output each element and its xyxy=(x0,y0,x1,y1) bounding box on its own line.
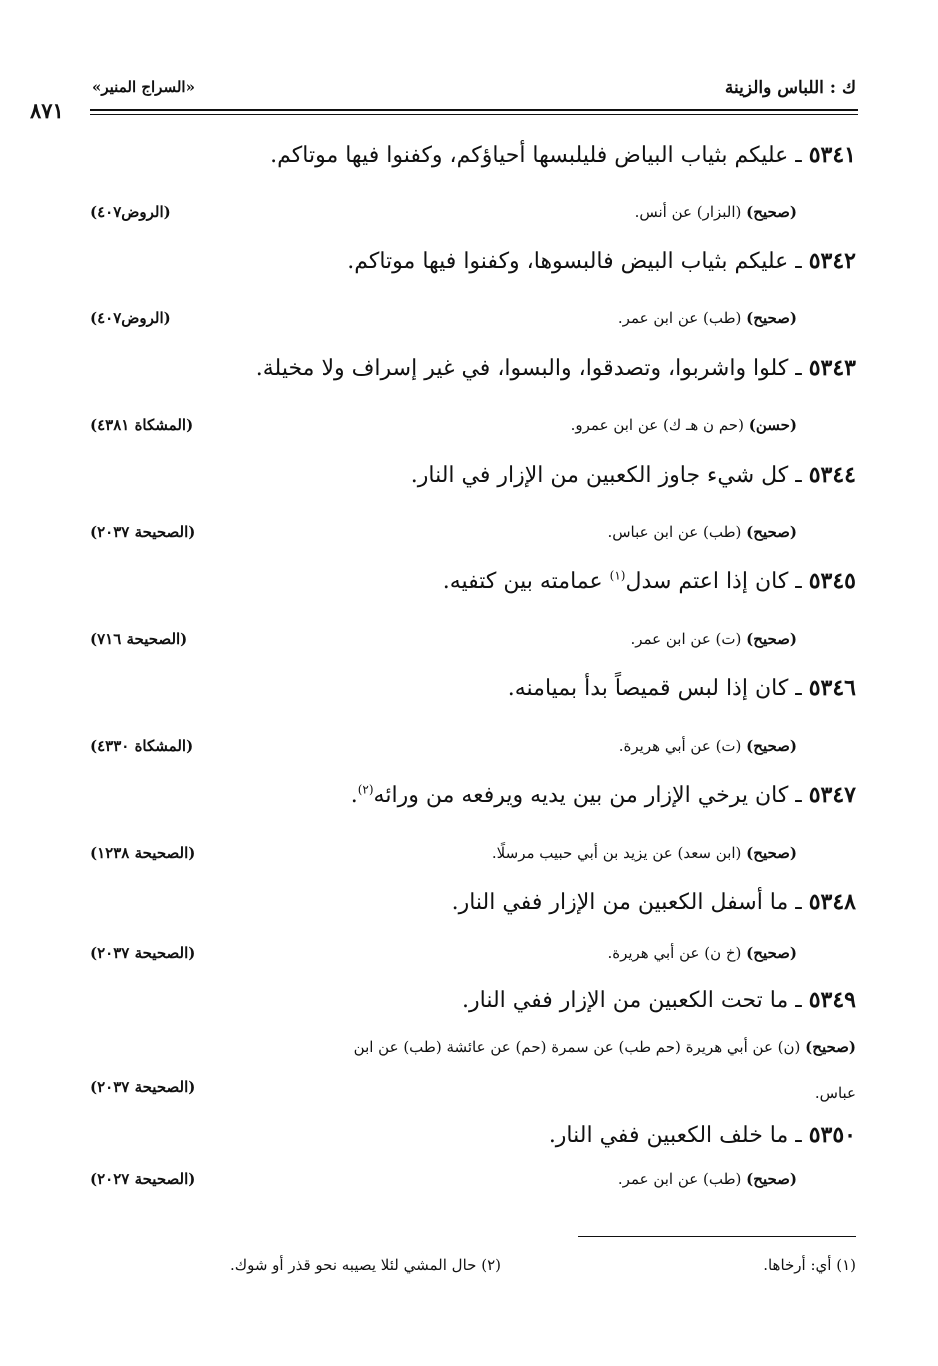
header-rule-thin xyxy=(90,114,858,115)
hadith-reference: (الصحيحة ٧١٦) xyxy=(90,630,188,648)
footnote-2 xyxy=(230,1256,501,1274)
hadith-narrator: (طب) عن ابن عمر. xyxy=(617,309,742,327)
footnote-2-mark: (٢) xyxy=(481,1256,501,1274)
hadith-body: كان إذا اعتم سدل xyxy=(625,569,789,594)
hadith-text: ٥٣٤٧ ـ كان يرخي الإزار من بين يديه ويرفعه من ورائه$^{(٢)}$. xyxy=(350,782,856,808)
hadith-reference: (المشكاة ٤٣٣٠) xyxy=(90,737,194,755)
hadith-text: ٥٣٤٩ ـ ما تحت الكعبين من الإزار ففي النار. xyxy=(462,987,856,1013)
hadith-reference: (المشكاة ٤٣٨١) xyxy=(90,416,194,434)
hadith-source xyxy=(630,630,797,648)
hadith-body: كان يرخي الإزار من بين يديه ويرفعه من ورائه xyxy=(373,783,789,808)
hadith-grade: (صحيح) xyxy=(746,844,797,862)
chapter-header: ك : اللباس والزينة xyxy=(724,78,856,98)
hadith-text: ٥٣٤٦ ـ كان إذا لبس قميصاً بدأ بميامنه. xyxy=(507,675,856,701)
hadith-body-cont: . xyxy=(350,783,358,808)
hadith-source xyxy=(618,309,797,327)
hadith-body: كلوا واشربوا، وتصدقوا، والبسوا، في غير إسراف ولا مخيلة. xyxy=(255,356,789,381)
hadith-body: ما تحت الكعبين من الإزار ففي النار. xyxy=(462,988,789,1013)
hadith-number: ٥٣٤٨ xyxy=(808,889,856,915)
hadith-reference: (الروض٤٠٧) xyxy=(90,309,171,327)
hadith-text: ٥٣٤٥ ـ كان إذا اعتم سدل$^{(١)}$ عمامته بين كتفيه. xyxy=(442,568,856,594)
hadith-narrator: (حم ن هـ ك) عن ابن عمرو. xyxy=(570,416,744,434)
hadith-reference: (الصحيحة ١٢٣٨) xyxy=(90,844,196,862)
hadith-body: عليكم بثياب البيض فالبسوها، وكفنوا فيها موتاكم. xyxy=(347,249,789,274)
hadith-reference: (الصحيحة ٢٠٣٧) xyxy=(90,1078,196,1096)
hadith-source xyxy=(607,523,797,541)
header-rule-thick xyxy=(90,109,858,111)
hadith-narrator: (ت) عن أبي هريرة. xyxy=(618,737,742,755)
hadith-grade: (صحيح) xyxy=(746,737,797,755)
footnote-1-mark: (١) xyxy=(836,1256,856,1274)
hadith-text: ٥٣٤٤ ـ كل شيء جاوز الكعبين من الإزار في النار. xyxy=(410,462,856,488)
hadith-narrator: (طب) عن ابن عمر. xyxy=(617,1170,742,1188)
hadith-body: ما خلف الكعبين ففي النار. xyxy=(548,1123,789,1148)
hadith-reference: (الصحيحة ٢٠٣٧) xyxy=(90,523,196,541)
hadith-source xyxy=(619,737,797,755)
hadith-number: ٥٣٤١ xyxy=(808,142,856,168)
hadith-narrator: (خ ن) عن أبي هريرة. xyxy=(607,944,742,962)
hadith-body: كل شيء جاوز الكعبين من الإزار في النار. xyxy=(410,463,789,488)
hadith-source xyxy=(571,416,797,434)
footnote-marker[interactable]: (٢) xyxy=(357,782,374,797)
footnote-1-text: أي: أرخاها. xyxy=(763,1256,832,1274)
hadith-source xyxy=(618,1170,797,1188)
hadith-source xyxy=(354,1038,856,1056)
hadith-body: ما أسفل الكعبين من الإزار ففي النار. xyxy=(451,890,789,915)
footnote-1 xyxy=(763,1256,856,1274)
hadith-source xyxy=(635,203,797,221)
hadith-grade: (صحيح) xyxy=(746,1170,797,1188)
hadith-text: ٥٣٤٨ ـ ما أسفل الكعبين من الإزار ففي النار. xyxy=(451,889,856,915)
hadith-narrator: (البزار) عن أنس. xyxy=(634,203,742,221)
hadith-grade: (صحيح) xyxy=(805,1038,856,1056)
footnote-rule xyxy=(578,1236,856,1237)
hadith-reference: (الصحيحة ٢٠٣٧) xyxy=(90,944,196,962)
hadith-number: ٥٣٤٤ xyxy=(808,462,856,488)
hadith-grade: (صحيح) xyxy=(746,944,797,962)
hadith-body: عليكم بثياب البياض فليلبسها أحياؤكم، وكفنوا فيها موتاكم. xyxy=(270,143,789,168)
footnote-2-text: حال المشي لئلا يصيبه نحو قذر أو شوك. xyxy=(229,1256,477,1274)
hadith-source-continued: عباس. xyxy=(814,1084,856,1102)
page-number: ٨٧١ xyxy=(30,98,64,123)
hadith-grade: (صحيح) xyxy=(746,309,797,327)
hadith-body: كان إذا لبس قميصاً بدأ بميامنه. xyxy=(507,676,789,701)
hadith-number: ٥٣٤٣ xyxy=(808,355,856,381)
hadith-reference: (الروض٤٠٧) xyxy=(90,203,171,221)
hadith-narrator: (طب) عن ابن عباس. xyxy=(607,523,742,541)
hadith-number: ٥٣٤٦ xyxy=(808,675,856,701)
hadith-text: ٥٣٤٢ ـ عليكم بثياب البيض فالبسوها، وكفنوا فيها موتاكم. xyxy=(347,248,856,274)
hadith-source xyxy=(492,844,797,862)
hadith-number: ٥٣٤٥ xyxy=(808,568,856,594)
hadith-number: ٥٣٤٧ xyxy=(808,782,856,808)
hadith-text: ٥٣٤٣ ـ كلوا واشربوا، وتصدقوا، والبسوا، في غير إسراف ولا مخيلة. xyxy=(255,355,856,381)
hadith-text: ٥٣٤١ ـ عليكم بثياب البياض فليلبسها أحياؤكم، وكفنوا فيها موتاكم. xyxy=(270,142,856,168)
hadith-number: ٥٣٤٩ xyxy=(808,987,856,1013)
book-title-header: «السراج المنير» xyxy=(92,78,195,96)
hadith-number: ٥٣٤٢ xyxy=(808,248,856,274)
footnote-marker[interactable]: (١) xyxy=(609,568,626,583)
hadith-narrator: (ابن سعد) عن يزيد بن أبي حبيب مرسلًا. xyxy=(491,844,742,862)
hadith-source xyxy=(607,944,797,962)
hadith-reference: (الصحيحة ٢٠٢٧) xyxy=(90,1170,196,1188)
hadith-narrator: (ت) عن ابن عمر. xyxy=(630,630,742,648)
hadith-grade: (صحيح) xyxy=(746,523,797,541)
hadith-grade: (صحيح) xyxy=(746,630,797,648)
hadith-number: ٥٣٥٠ xyxy=(808,1122,856,1148)
hadith-narrator: (ن) عن أبي هريرة (حم طب) عن سمرة (حم) عن عائشة (طب) عن ابن xyxy=(353,1038,801,1056)
hadith-body-cont: عمامته بين كتفيه. xyxy=(442,569,610,594)
hadith-grade: (حسن) xyxy=(748,416,797,434)
hadith-grade: (صحيح) xyxy=(746,203,797,221)
hadith-text: ٥٣٥٠ ـ ما خلف الكعبين ففي النار. xyxy=(548,1122,856,1148)
